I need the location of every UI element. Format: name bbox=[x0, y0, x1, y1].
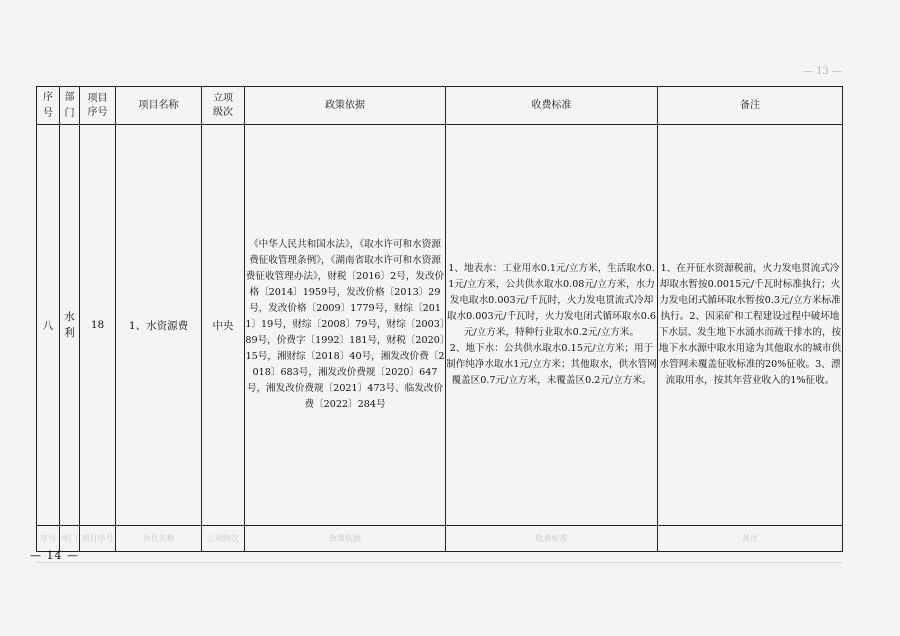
ghost-cell: 立项级次 bbox=[202, 526, 245, 552]
header-dept: 部门 bbox=[60, 87, 80, 125]
header-standard: 收费标准 bbox=[446, 87, 658, 125]
cell-basis: 《中华人民共和国水法》，《取水许可和水资源费征收管理条例》，《湖南省取水许可和水资源费征收管理办法》，财税〔2016〕2号，发改价格〔2014〕1959号，发改价格〔2013〕29号，发改价格〔2009〕1779号，财综〔2011〕19号，财综〔2008〕79号，财综〔2003〕89号，价费字〔1992〕181号，财税〔2020〕15号，湘财综〔2018〕40号，湘发改价费〔2018〕683号，湘发改价费规〔2020〕647号，湘发改价费规〔2021〕473号、临发改价费〔2022〕284号 bbox=[245, 125, 446, 526]
cell-remark: 1、在开征水资源税前，火力发电贯流式冷却取水暂按0.0015元/千瓦时标准执行；火力发电闭式循环取水暂按0.3元/立方米标准执行。2、因采矿和工程建设过程中破坏地下水层、发生地下水涌水而疏干排水的，按地下水水源中取水用途为其他取水的城市供水管网未覆盖征收标准的20%征收。3、漂流取用水，按其年营业收入的1%征收。 bbox=[658, 125, 843, 526]
header-basis: 政策依据 bbox=[245, 87, 446, 125]
header-remark: 备注 bbox=[658, 87, 843, 125]
standard-ground-water: 2、地下水：公共供水取水0.15元/立方米；用于制作纯净水取水1元/立方米；其他取水，供水管网覆盖区0.7元/立方米，未覆盖区0.2元/立方米。 bbox=[446, 343, 657, 386]
cell-standard bbox=[446, 125, 658, 526]
fee-table bbox=[36, 86, 843, 552]
ghost-cell: 收费标准 bbox=[446, 526, 658, 552]
cell-level: 中央 bbox=[202, 125, 245, 526]
ghost-cell: 项目序号 bbox=[80, 526, 116, 552]
ghost-cell: 序号 bbox=[37, 526, 60, 552]
header-level: 立项级次 bbox=[202, 87, 245, 125]
cell-seq: 八 bbox=[37, 125, 60, 526]
bleed-through-row bbox=[37, 526, 843, 552]
page-number: — 14 — bbox=[30, 549, 79, 562]
table-header-row bbox=[37, 87, 843, 125]
cell-dept: 水利 bbox=[60, 125, 80, 526]
standard-surface-water: 1、地表水：工业用水0.1元/立方米，生活取水0.1元/立方米，公共供水取水0.08元/立方米，水力发电取水0.003元/千瓦时，火力发电贯流式冷却取水0.003元/千瓦时，火力发电闭式循环取水0.6元/立方米，特种行业取水0.2元/立方米。 bbox=[446, 263, 657, 338]
ghost-cell: 部门 bbox=[60, 526, 80, 552]
header-seq: 序号 bbox=[37, 87, 60, 125]
cell-item-seq: 18 bbox=[80, 125, 116, 526]
ghost-cell: 项目名称 bbox=[116, 526, 202, 552]
table-row bbox=[37, 125, 843, 526]
header-item-seq: 项目序号 bbox=[80, 87, 116, 125]
header-item-name: 项目名称 bbox=[116, 87, 202, 125]
faint-page-mark: — 13 — bbox=[802, 66, 842, 77]
ghost-cell: 备注 bbox=[658, 526, 843, 552]
ghost-cell: 政策依据 bbox=[245, 526, 446, 552]
bottom-divider bbox=[36, 562, 842, 563]
cell-item-name: 1、水资源费 bbox=[116, 125, 202, 526]
